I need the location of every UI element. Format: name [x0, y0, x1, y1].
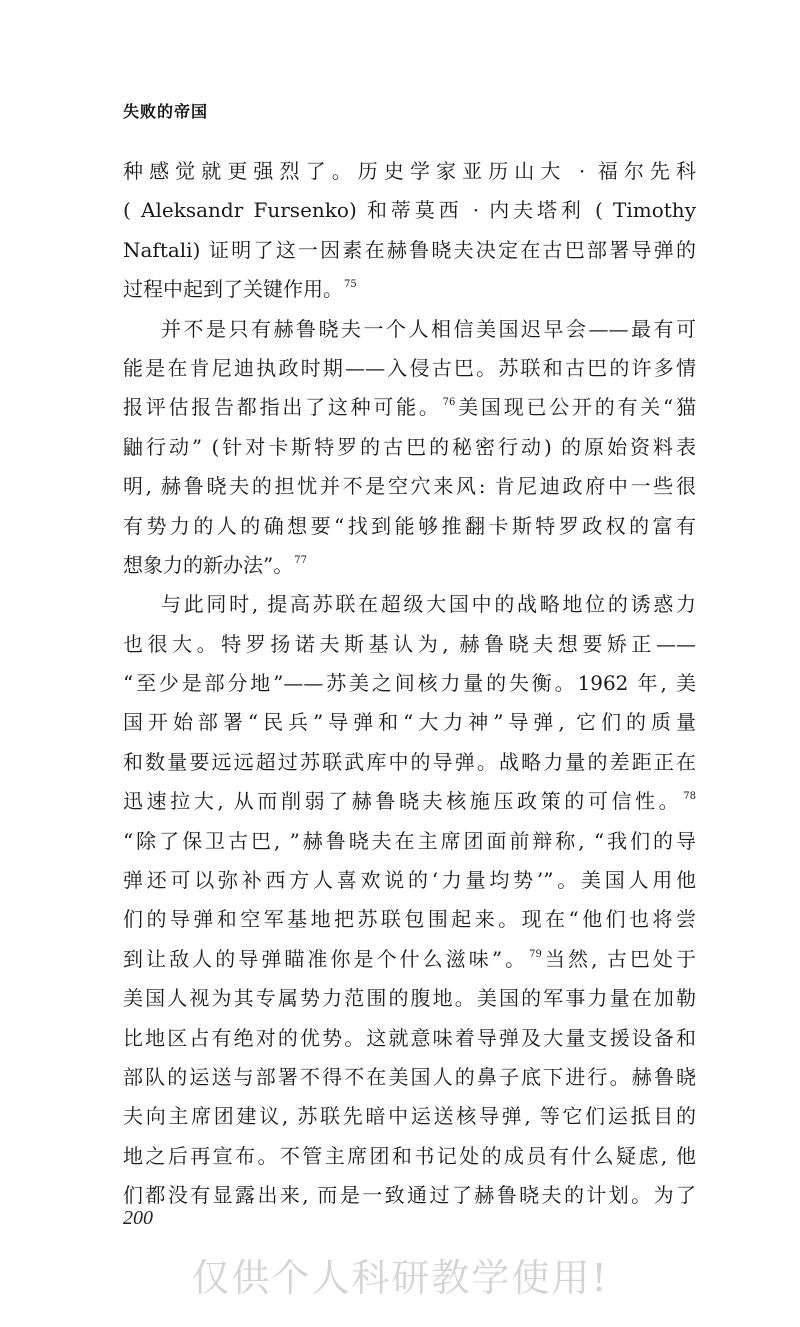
line-text: 过程中起到了关键作用。 — [123, 277, 343, 302]
text-line — [123, 1137, 696, 1176]
line-text: 想象力的新办法”。 — [123, 552, 294, 577]
line-text: 国开始部署“民兵”导弹和“大力神”导弹, 它们的质量 — [123, 710, 696, 735]
line-text: 明, 赫鲁晓夫的担忧并不是空穴来风: 肯尼迪政府中一些很 — [123, 474, 696, 499]
line-text: Naftali) 证明了这一因素在赫鲁晓夫决定在古巴部署导弹的 — [123, 237, 696, 262]
text-line — [123, 231, 696, 270]
line-text: “至少是部分地”——苏美之间核力量的失衡。1962 年, 美 — [123, 671, 696, 696]
text-line — [123, 585, 696, 624]
line-text: 有势力的人的确想要“找到能够推翻卡斯特罗政权的富有 — [123, 513, 696, 538]
text-line — [123, 428, 696, 467]
text-line — [123, 782, 696, 821]
text-line — [123, 546, 696, 585]
text-line — [123, 822, 696, 861]
line-text-after-note: 美国现已公开的有关“猫 — [455, 395, 697, 420]
line-text: 比地区占有绝对的优势。这就意味着导弹及大量支援设备和 — [123, 1025, 696, 1050]
text-line — [123, 191, 696, 230]
line-text: 迅速拉大, 从而削弱了赫鲁晓夫核施压政策的可信性。 — [123, 789, 683, 814]
text-line — [123, 625, 696, 664]
line-text: 们都没有显露出来, 而是一致通过了赫鲁晓夫的计划。为了 — [123, 1183, 696, 1208]
text-line — [123, 900, 696, 939]
line-text: 和数量要远远超过苏联武库中的导弹。战略力量的差距正在 — [123, 749, 696, 774]
text-line — [123, 1058, 696, 1097]
text-line — [123, 507, 696, 546]
running-head: 失败的帝国 — [123, 102, 209, 121]
line-text: 鼬行动” (针对卡斯特罗的古巴的秘密行动) 的原始资料表 — [123, 434, 696, 459]
text-line — [123, 1097, 696, 1136]
text-line — [123, 1019, 696, 1058]
text-line — [123, 664, 696, 703]
text-line — [123, 152, 696, 191]
line-text: 们的导弹和空军基地把苏联包围起来。现在“他们也将尝 — [123, 907, 696, 932]
body-text — [123, 152, 696, 1216]
text-line — [123, 310, 696, 349]
line-text: 与此同时, 提高苏联在超级大国中的战略地位的诱惑力 — [161, 592, 696, 617]
line-text: 能是在肯尼迪执政时期——入侵古巴。苏联和古巴的许多情 — [123, 355, 696, 380]
line-text: 美国人视为其专属势力范围的腹地。美国的军事力量在加勒 — [123, 986, 696, 1011]
text-line — [123, 861, 696, 900]
text-line — [123, 743, 696, 782]
footnote-ref[interactable]: 76 — [442, 397, 456, 409]
line-text: 种感觉就更强烈了。历史学家亚历山大 · 福尔先科 — [123, 159, 696, 183]
line-text: 部队的运送与部署不得不在美国人的鼻子底下进行。赫鲁晓 — [123, 1064, 696, 1089]
text-line — [123, 467, 696, 506]
line-text: ( Aleksandr Fursenko) 和蒂莫西 · 内夫塔利 ( Timothy — [123, 198, 696, 223]
footnote-ref[interactable]: 79 — [529, 948, 542, 960]
text-line — [123, 940, 696, 979]
line-text: 也很大。特罗扬诺夫斯基认为, 赫鲁晓夫想要矫正—— — [123, 631, 696, 656]
watermark: 仅供个人科研教学使用! — [191, 1256, 609, 1300]
line-text: 报评估报告都指出了这种可能。 — [123, 395, 442, 420]
text-line — [123, 1176, 696, 1215]
line-text: 到让敌人的导弹瞄准你是个什么滋味”。 — [123, 946, 529, 971]
text-line — [123, 979, 696, 1018]
line-text: 并不是只有赫鲁晓夫一个人相信美国迟早会——最有可 — [161, 316, 696, 341]
line-text-after-note: 当然, 古巴处于 — [541, 946, 696, 971]
text-line — [123, 349, 696, 388]
footnote-ref[interactable]: 77 — [294, 554, 307, 566]
footnote-ref[interactable]: 75 — [344, 279, 357, 291]
text-line — [123, 388, 696, 427]
footnote-ref[interactable]: 78 — [683, 791, 696, 803]
line-text: 弹还可以弥补西方人喜欢说的‘力量均势’”。美国人用他 — [123, 868, 696, 893]
line-text: “除了保卫古巴, ”赫鲁晓夫在主席团面前辩称, “我们的导 — [123, 828, 696, 853]
text-line — [123, 270, 696, 309]
page-number: 200 — [123, 1207, 153, 1229]
line-text: 夫向主席团建议, 苏联先暗中运送核导弹, 等它们运抵目的 — [123, 1104, 696, 1129]
text-line — [123, 703, 696, 742]
line-text: 地之后再宣布。不管主席团和书记处的成员有什么疑虑, 他 — [123, 1143, 696, 1168]
